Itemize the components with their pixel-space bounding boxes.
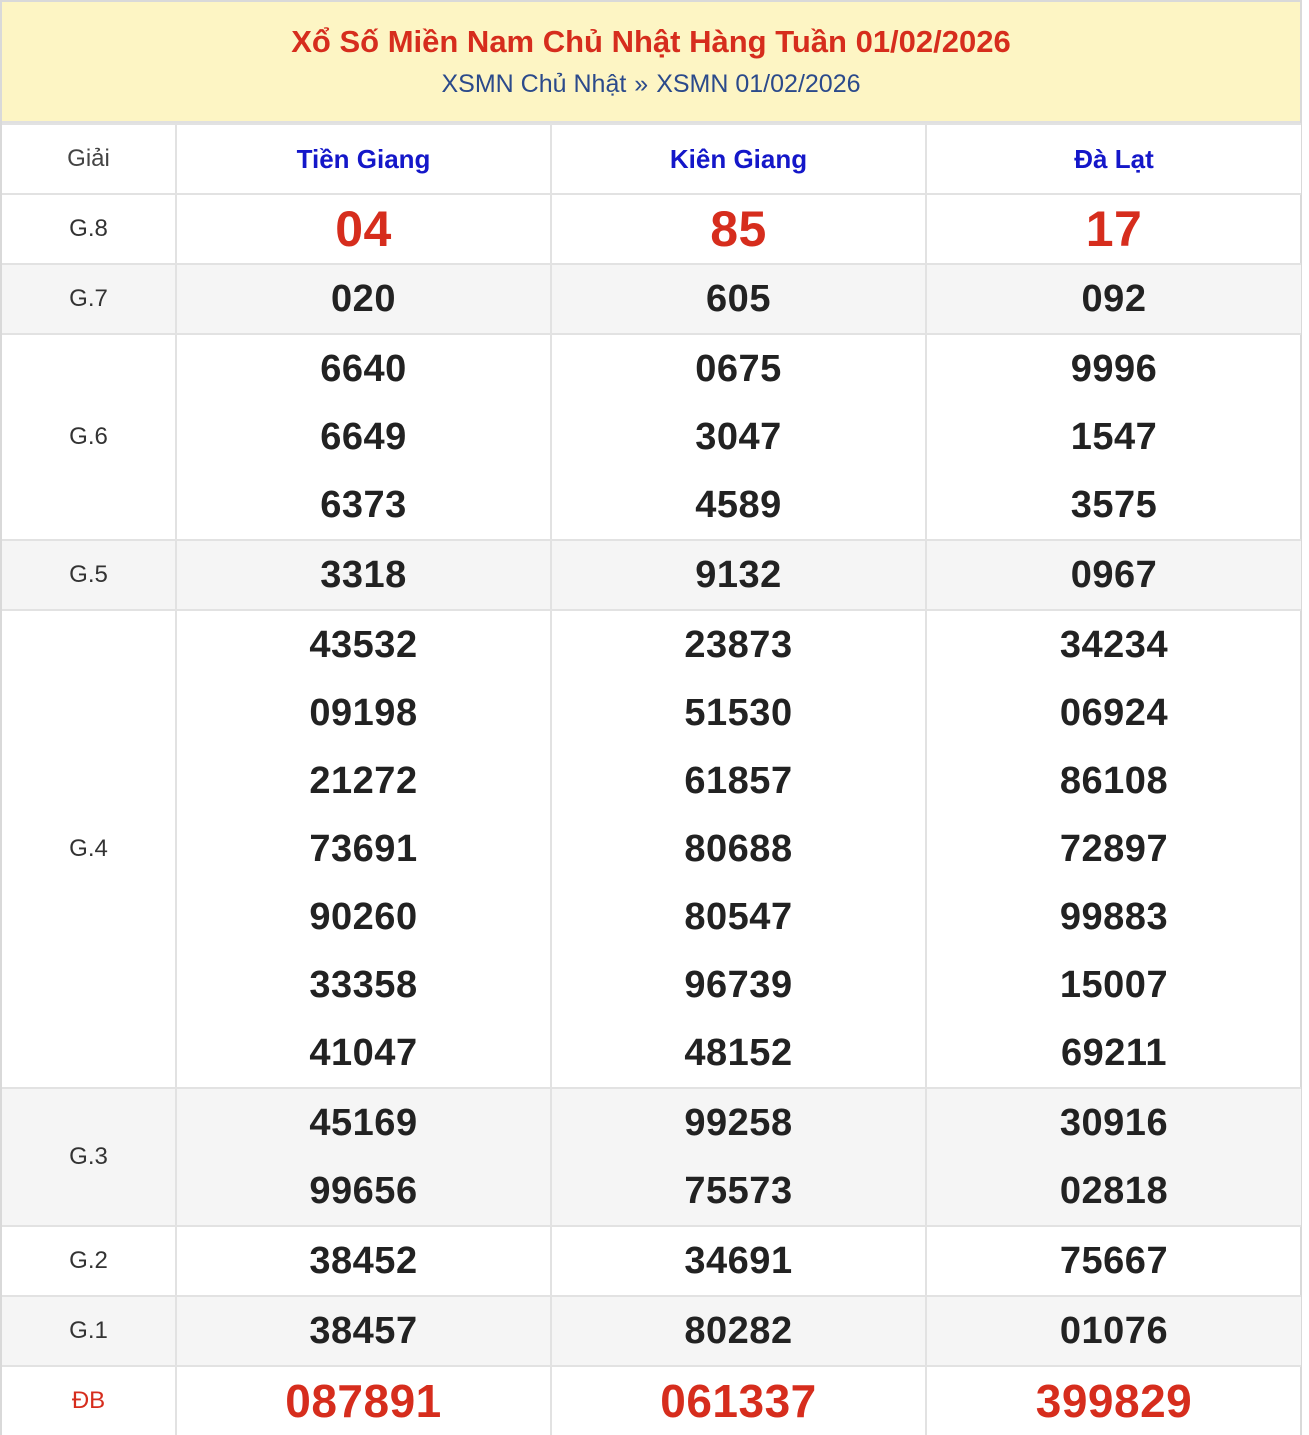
result-number: 72897 [1059, 828, 1169, 870]
result-number: 02818 [1059, 1170, 1169, 1212]
table-row [2, 610, 1301, 1088]
province-header-tien-giang[interactable]: Tiền Giang [176, 124, 551, 194]
breadcrumb-separator: » [634, 70, 649, 98]
result-cell [176, 334, 551, 540]
prize-label: G.6 [2, 334, 176, 540]
result-number: 9132 [695, 554, 782, 596]
result-number: 01076 [1059, 1310, 1169, 1352]
result-number: 99883 [1059, 896, 1169, 938]
result-number: 38457 [309, 1310, 418, 1352]
result-cell [176, 1226, 551, 1296]
result-cell [551, 610, 926, 1088]
result-cell [926, 264, 1301, 334]
result-number: 092 [1081, 278, 1147, 320]
result-number: 3318 [320, 554, 407, 596]
result-cell [926, 1296, 1301, 1366]
result-number: 90260 [309, 896, 418, 938]
result-number: 6649 [320, 416, 407, 458]
result-number: 15007 [1059, 964, 1169, 1006]
result-cell [176, 1296, 551, 1366]
page-title: Xổ Số Miền Nam Chủ Nhật Hàng Tuần 01/02/2026 [291, 24, 1011, 59]
result-number: 85 [710, 201, 767, 257]
prize-label: ĐB [2, 1366, 176, 1435]
breadcrumb-link-xsmn-chu-nhat[interactable]: XSMN Chủ Nhật [441, 70, 627, 98]
result-cell [176, 194, 551, 264]
table-row [2, 1088, 1301, 1226]
result-number: 34691 [684, 1240, 793, 1282]
result-cell [926, 1088, 1301, 1226]
result-cell [551, 194, 926, 264]
province-header-da-lat[interactable]: Đà Lạt [926, 124, 1301, 194]
prize-label: G.7 [2, 264, 176, 334]
result-number: 33358 [309, 964, 418, 1006]
result-number: 04 [335, 201, 392, 257]
result-number: 43532 [309, 624, 418, 666]
results-header [2, 2, 1300, 123]
result-number: 38452 [309, 1240, 418, 1282]
result-number: 21272 [309, 760, 418, 802]
result-number: 99258 [684, 1102, 793, 1144]
result-cell [926, 540, 1301, 610]
result-cell [176, 540, 551, 610]
result-number: 86108 [1059, 760, 1169, 802]
breadcrumb [2, 68, 1300, 100]
result-cell [551, 1296, 926, 1366]
result-number: 96739 [684, 964, 793, 1006]
result-number: 17 [1085, 201, 1143, 257]
result-number: 48152 [684, 1032, 793, 1074]
result-cell [176, 610, 551, 1088]
result-cell [176, 1088, 551, 1226]
result-cell [551, 1226, 926, 1296]
result-number: 80688 [684, 828, 793, 870]
result-number: 0967 [1070, 554, 1158, 596]
result-number: 34234 [1059, 624, 1169, 666]
prize-label: G.5 [2, 540, 176, 610]
result-cell [551, 334, 926, 540]
result-cell [926, 194, 1301, 264]
result-number: 61857 [684, 760, 793, 802]
result-cell [176, 264, 551, 334]
result-number: 69211 [1060, 1032, 1168, 1074]
result-number: 73691 [309, 828, 418, 870]
result-number: 020 [331, 278, 396, 320]
result-number: 087891 [285, 1375, 442, 1427]
result-number: 30916 [1059, 1102, 1169, 1144]
result-number: 399829 [1035, 1375, 1193, 1427]
result-cell [926, 334, 1301, 540]
table-row [2, 1296, 1301, 1366]
result-number: 3575 [1070, 484, 1158, 526]
table-row [2, 264, 1301, 334]
result-cell [551, 1088, 926, 1226]
result-cell [551, 540, 926, 610]
result-number: 80547 [684, 896, 793, 938]
result-number: 51530 [684, 692, 793, 734]
breadcrumb-link-xsmn-date[interactable]: XSMN 01/02/2026 [656, 70, 861, 98]
table-row [2, 1226, 1301, 1296]
result-number: 605 [706, 278, 771, 320]
results-table [2, 123, 1301, 1435]
table-header-row [2, 124, 1301, 194]
results-body [2, 194, 1301, 1435]
result-cell [926, 1366, 1301, 1435]
table-row [2, 194, 1301, 264]
prize-label: G.8 [2, 194, 176, 264]
result-number: 9996 [1070, 348, 1158, 390]
prize-column-header: Giải [2, 124, 176, 194]
result-number: 061337 [660, 1375, 817, 1427]
result-cell [551, 264, 926, 334]
result-cell [176, 1366, 551, 1435]
result-number: 09198 [309, 692, 418, 734]
result-number: 4589 [695, 484, 782, 526]
result-number: 3047 [695, 416, 782, 458]
result-number: 41047 [309, 1032, 418, 1074]
result-cell [551, 1366, 926, 1435]
prize-label: G.4 [2, 610, 176, 1088]
table-row [2, 334, 1301, 540]
result-number: 75573 [684, 1170, 793, 1212]
result-number: 6373 [320, 484, 407, 526]
result-number: 1547 [1070, 416, 1158, 458]
result-number: 75667 [1059, 1240, 1169, 1282]
result-cell [926, 1226, 1301, 1296]
result-number: 6640 [320, 348, 407, 390]
province-header-kien-giang[interactable]: Kiên Giang [551, 124, 926, 194]
result-number: 0675 [695, 348, 782, 390]
result-number: 06924 [1059, 692, 1169, 734]
prize-label: G.3 [2, 1088, 176, 1226]
result-number: 99656 [309, 1170, 418, 1212]
result-cell [926, 610, 1301, 1088]
table-row [2, 1366, 1301, 1435]
result-number: 23873 [684, 624, 793, 666]
prize-label: G.1 [2, 1296, 176, 1366]
result-number: 80282 [684, 1310, 793, 1352]
prize-label: G.2 [2, 1226, 176, 1296]
table-row [2, 540, 1301, 610]
result-number: 45169 [309, 1102, 418, 1144]
